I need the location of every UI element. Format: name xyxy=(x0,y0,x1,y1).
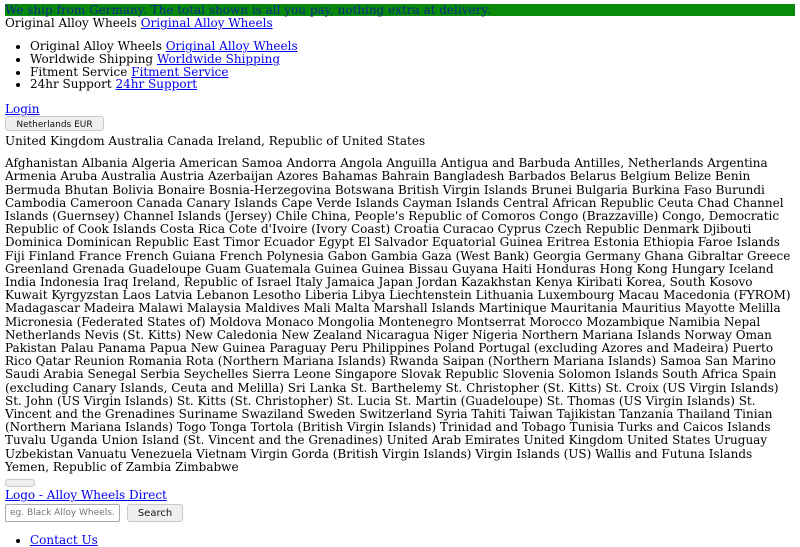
menu-toggle-button[interactable] xyxy=(5,479,35,487)
feature-link-original-alloy-wheels[interactable]: Original Alloy Wheels xyxy=(165,39,298,53)
country-list[interactable]: Afghanistan Albania Algeria American Samoa Andorra Angola Anguilla Antigua and Barbuda Antilles, Netherlands Argentina Armenia Aruba Australia Austria Azerbaijan Azores Bahamas Bahrain Bangladesh Barbados Belarus Belgium Belize Benin Bermuda Bhutan Bolivia Bonaire Bosnia-Herzegovina Botswana British Virgin Islands Brunei Bulgaria Burkina Faso Burundi Cambodia Cameroon Canada Canary Islands Cape Verde Islands Cayman Islands Central African Republic Ceuta Chad Channel Islands (Guernsey) Channel Islands (Jersey) Chile China, People's Republic of Comoros Congo (Brazzaville) Congo, Democratic Republic of Cook Islands Costa Rica Cote d'Ivoire (Ivory Coast) Croatia Curacao Cyprus Czech Republic Denmark Djibouti Dominica Dominican Republic East Timor Ecuador Egypt El Salvador Equatorial Guinea Eritrea Estonia Ethiopia Faroe Islands Fiji Finland France French Guiana French Polynesia Gabon Gambia Gaza (West Bank) Georgia Germany Ghana Gibraltar Greece Greenland Grenada Guadeloupe Guam Guatemala Guinea Guinea Bissau Guyana Haiti Honduras Hong Kong Hungary Iceland India Indonesia Iraq Ireland, Republic of Israel Italy Jamaica Japan Jordan Kazakhstan Kenya Kiribati Korea, South Kosovo Kuwait Kyrgyzstan Laos Latvia Lebanon Lesotho Liberia Libya Liechtenstein Lithuania Luxembourg Macau Macedonia (FYROM) Madagascar Madeira Malawi Malaysia Maldives Mali Malta Marshall Islands Martinique Mauritania Mauritius Mayotte Melilla Micronesia (Federated States of) Moldova Monaco Mongolia Montenegro Montserrat Morocco Mozambique Namibia Nepal Netherlands Nevis (St. Kitts) New Caledonia New Zealand Nicaragua Niger Nigeria Northern Mariana Islands Norway Oman Pakistan Palau Panama Papua New Guinea Paraguay Peru Philippines Poland Portugal (excluding Azores and Madeira) Puerto Rico Qatar Reunion Romania Rota (Northern Mariana Islands) Rwanda Saipan (Northern Mariana Islands) Samoa San Marino Saudi Arabia Senegal Serbia Seychelles Sierra Leone Singapore Slovak Republic Slovenia Solomon Islands South Africa Spain (excluding Canary Islands, Ceuta and Melilla) Sri Lanka St. Barthelemy St. Christopher (St. Kitts) St. Croix (US Virgin Islands) St. John (US Virgin Islands) St. Kitts (St. Christopher) St. Lucia St. Martin (Guadeloupe) St. Thomas (US Virgin Islands) St. Vincent and the Grenadines Suriname Swaziland Sweden Switzerland Syria Tahiti Taiwan Tajikistan Tanzania Thailand Tinian (Northern Mariana Islands) Togo Tonga Tortola (British Virgin Islands) Trinidad and Tobago Tunisia Turks and Caicos Islands Tuvalu Uganda Union Island (St. Vincent and the Grenadines) United Arab Emirates United Kingdom United States Uruguay Uzbekistan Vanuatu Venezuela Vietnam Virgin Gorda (British Virgin Islands) Virgin Islands (US) Wallis and Futuna Islands Yemen, Republic of Zambia Zimbabwe xyxy=(5,156,791,474)
feature-label: Fitment Service xyxy=(30,64,128,79)
shipping-banner xyxy=(5,4,795,16)
brand-text: Original Alloy Wheels xyxy=(5,16,137,30)
features-list xyxy=(5,40,795,91)
feature-label: 24hr Support xyxy=(30,77,112,92)
contact-list xyxy=(5,534,795,546)
shipping-banner-text: We ship from Germany. The total shown is all you pay, nothing extra at delivery. xyxy=(5,3,491,17)
feature-link-24hr-support[interactable]: 24hr Support xyxy=(115,77,198,92)
currency-selector-button[interactable]: Netherlands EUR xyxy=(5,116,104,131)
currency-row xyxy=(5,116,795,131)
contact-item xyxy=(30,534,795,546)
feature-link-fitment-service[interactable]: Fitment Service xyxy=(131,64,229,79)
contact-us-link[interactable]: Contact Us xyxy=(30,533,98,547)
brand-line xyxy=(5,16,795,30)
logo-link[interactable]: Logo - Alloy Wheels Direct xyxy=(5,488,167,503)
popular-countries[interactable]: United Kingdom Australia Canada Ireland, Republic of United States xyxy=(5,134,426,149)
login-link[interactable]: Login xyxy=(5,102,40,117)
brand-link[interactable]: Original Alloy Wheels xyxy=(140,16,273,30)
feature-item-24hr-support xyxy=(30,78,795,91)
search-input[interactable] xyxy=(5,504,120,522)
search-form xyxy=(5,502,795,524)
feature-link-worldwide-shipping[interactable]: Worldwide Shipping xyxy=(156,51,281,66)
search-button[interactable]: Search xyxy=(127,504,183,522)
feature-label: Original Alloy Wheels xyxy=(30,39,162,53)
feature-label: Worldwide Shipping xyxy=(30,51,154,66)
